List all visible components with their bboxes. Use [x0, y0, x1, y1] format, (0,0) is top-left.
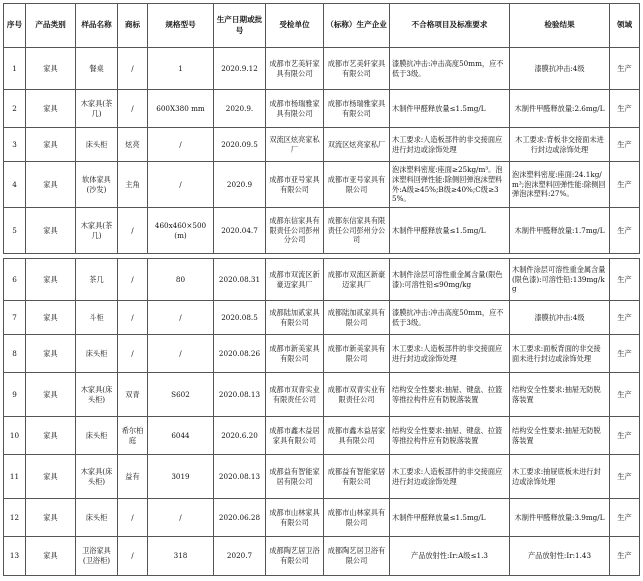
cell-no: 2	[4, 90, 26, 128]
cell-name: 卫浴家具(卫浴柜)	[76, 537, 118, 576]
cell-unit: 双流区炫亮家私厂	[266, 128, 324, 162]
cell-no: 8	[4, 335, 26, 373]
cell-model: /	[148, 301, 214, 335]
cell-model: 6044	[148, 417, 214, 455]
cell-date: 2020.9	[214, 162, 266, 208]
cell-unit: 成都市鑫木益居家具有限公司	[266, 417, 324, 455]
cell-model: /	[148, 128, 214, 162]
cell-unit: 成都市山林家具有限公司	[266, 499, 324, 537]
cell-no: 6	[4, 259, 26, 301]
cell-category: 家具	[26, 373, 76, 417]
cell-name: 茶几	[76, 259, 118, 301]
cell-requirement: 漆膜抗冲击:冲击高度50mm，应不低于3级。	[390, 301, 510, 335]
cell-unit: 成都市双青实业有限责任公司	[266, 373, 324, 417]
table-row	[4, 499, 640, 537]
cell-requirement: 漆膜抗冲击:冲击高度50mm，应不低于3级。	[390, 48, 510, 90]
cell-name: 木家具(茶几)	[76, 208, 118, 254]
cell-date: 2020.6.20	[214, 417, 266, 455]
table-row	[4, 335, 640, 373]
cell-field: 生产	[610, 301, 640, 335]
cell-name: 床头柜	[76, 128, 118, 162]
cell-field: 生产	[610, 48, 640, 90]
cell-maker: 成都市亚号家具有限公司	[324, 162, 390, 208]
cell-requirement: 结构安全性要求:抽屉、键盘、拉篮等推拉构件应有防脱落装置	[390, 417, 510, 455]
header-name: 样品名称	[76, 4, 118, 48]
cell-maker: 成都市鑫木益居家具有限公司	[324, 417, 390, 455]
cell-result: 结构安全性要求:抽屉无防脱落装置	[510, 373, 610, 417]
header-category: 产品类别	[26, 4, 76, 48]
cell-name: 斗柜	[76, 301, 118, 335]
cell-brand: 炫亮	[118, 128, 148, 162]
cell-date: 2020.08.13	[214, 373, 266, 417]
cell-brand: /	[118, 208, 148, 254]
cell-model: S602	[148, 373, 214, 417]
cell-no: 4	[4, 162, 26, 208]
cell-requirement: 木工要求:人造板部件的非交接面应进行封边或涂饰处理	[390, 128, 510, 162]
cell-date: 2020.09.5	[214, 128, 266, 162]
cell-date: 2020.06.28	[214, 499, 266, 537]
cell-name: 床头柜	[76, 499, 118, 537]
cell-unit: 成都市艺美轩家具有限公司	[266, 48, 324, 90]
inspection-table-part-2	[3, 258, 640, 576]
cell-category: 家具	[26, 128, 76, 162]
cell-unit: 成都市新美家具有限公司	[266, 335, 324, 373]
table-row	[4, 455, 640, 499]
table-row	[4, 417, 640, 455]
cell-result: 产品放射性:Ir:1.43	[510, 537, 610, 576]
cell-model: 3019	[148, 455, 214, 499]
cell-maker: 成都市新美家具有限公司	[324, 335, 390, 373]
cell-model: 460x460×500 (m)	[148, 208, 214, 254]
cell-name: 餐桌	[76, 48, 118, 90]
cell-maker: 成都市双青实业有限责任公司	[324, 373, 390, 417]
cell-no: 11	[4, 455, 26, 499]
cell-requirement: 产品放射性:Ir:A级≤1.3	[390, 537, 510, 576]
cell-brand: /	[118, 537, 148, 576]
cell-category: 家具	[26, 259, 76, 301]
header-unit: 受检单位	[266, 4, 324, 48]
cell-name: 木家具(床头柜)	[76, 455, 118, 499]
cell-brand: 希尔柏庭	[118, 417, 148, 455]
cell-category: 家具	[26, 537, 76, 576]
cell-result: 木制件甲醛释放量:2.6mg/L	[510, 90, 610, 128]
table-row	[4, 301, 640, 335]
cell-requirement: 木工要求:人造板部件的非交接面应进行封边或涂饰处理	[390, 335, 510, 373]
table-row	[4, 208, 640, 254]
cell-no: 1	[4, 48, 26, 90]
cell-date: 2020.04.7	[214, 208, 266, 254]
cell-name: 木家具(茶几)	[76, 90, 118, 128]
cell-unit: 成都市亚号家具有限公司	[266, 162, 324, 208]
cell-result: 木制件甲醛释放量:1.7mg/L	[510, 208, 610, 254]
cell-maker: 成都东信家具有限责任公司彭州分公司	[324, 208, 390, 254]
cell-field: 生产	[610, 417, 640, 455]
cell-field: 生产	[610, 208, 640, 254]
cell-brand: /	[118, 301, 148, 335]
cell-brand: /	[118, 259, 148, 301]
cell-model: /	[148, 162, 214, 208]
cell-date: 2020.7	[214, 537, 266, 576]
cell-brand: /	[118, 48, 148, 90]
cell-name: 床头柜	[76, 417, 118, 455]
header-maker: （标称）生产企业	[324, 4, 390, 48]
cell-requirement: 木制件甲醛释放量≤1.5mg/L	[390, 90, 510, 128]
cell-model: 1	[148, 48, 214, 90]
cell-date: 2020.9.	[214, 90, 266, 128]
cell-date: 2020.08.26	[214, 335, 266, 373]
cell-date: 2020.08.5	[214, 301, 266, 335]
cell-field: 生产	[610, 90, 640, 128]
cell-maker: 双流区炫亮家私厂	[324, 128, 390, 162]
cell-date: 2020.08.31	[214, 259, 266, 301]
cell-date: 2020.9.12	[214, 48, 266, 90]
cell-name: 软体家具(沙发)	[76, 162, 118, 208]
cell-model: 600X380 mm	[148, 90, 214, 128]
table-row	[4, 128, 640, 162]
cell-field: 生产	[610, 537, 640, 576]
cell-brand: 双青	[118, 373, 148, 417]
header-brand: 商标	[118, 4, 148, 48]
cell-model: /	[148, 499, 214, 537]
cell-maker: 成都益有智能家居有限公司	[324, 455, 390, 499]
cell-requirement: 结构安全性要求:抽屉、键盘、拉篮等推拉构件应有防脱落装置	[390, 373, 510, 417]
cell-unit: 成都陆加贰家具有限公司	[266, 301, 324, 335]
cell-field: 生产	[610, 259, 640, 301]
header-model: 规格型号	[148, 4, 214, 48]
cell-category: 家具	[26, 90, 76, 128]
cell-model: 80	[148, 259, 214, 301]
cell-result: 木工要求:背板非交接面未进行封边或涂饰处理	[510, 128, 610, 162]
cell-unit: 成都陶艺居卫浴有限公司	[266, 537, 324, 576]
cell-name: 床头柜	[76, 335, 118, 373]
cell-model: /	[148, 335, 214, 373]
inspection-table-part-1	[3, 3, 640, 254]
cell-category: 家具	[26, 48, 76, 90]
cell-requirement: 木工要求:人造板部件的非交接面应进行封边或涂饰处理	[390, 455, 510, 499]
cell-unit: 成都东信家具有限责任公司彭州分公司	[266, 208, 324, 254]
cell-no: 12	[4, 499, 26, 537]
cell-unit: 成都市双流区新豪迈家具厂	[266, 259, 324, 301]
cell-category: 家具	[26, 499, 76, 537]
cell-no: 13	[4, 537, 26, 576]
header-date: 生产日期或批号	[214, 4, 266, 48]
cell-requirement: 木制件甲醛释放量≤1.5mg/L	[390, 208, 510, 254]
cell-name: 木家具(床头柜)	[76, 373, 118, 417]
cell-requirement: 木制件涂层可溶性重金属含量(限色漆):可溶性铅≤90mg/kg	[390, 259, 510, 301]
cell-category: 家具	[26, 455, 76, 499]
header-result: 检验结果	[510, 4, 610, 48]
cell-field: 生产	[610, 128, 640, 162]
table-row	[4, 259, 640, 301]
cell-no: 5	[4, 208, 26, 254]
cell-category: 家具	[26, 335, 76, 373]
cell-no: 7	[4, 301, 26, 335]
cell-unit: 成都益有智能家居有限公司	[266, 455, 324, 499]
table-row	[4, 90, 640, 128]
cell-model: 318	[148, 537, 214, 576]
cell-field: 生产	[610, 162, 640, 208]
header-no: 序号	[4, 4, 26, 48]
cell-requirement: 木制件甲醛释放量≤1.5mg/L	[390, 499, 510, 537]
cell-requirement: 泡沫塑料密度:座面≥25kg/m³。泡沫塑料回弹性能:除侧回弹泡沫塑料外:A级≥45%;B级≥40%;C级≥35%。	[390, 162, 510, 208]
cell-brand: 主角	[118, 162, 148, 208]
cell-result: 木工要求:抽屉底板未进行封边或涂饰处理	[510, 455, 610, 499]
cell-maker: 成都市杨瑞雅家具有限公司	[324, 90, 390, 128]
cell-no: 9	[4, 373, 26, 417]
cell-brand: /	[118, 335, 148, 373]
cell-field: 生产	[610, 455, 640, 499]
table-row	[4, 373, 640, 417]
cell-maker: 成都陶艺居卫浴有限公司	[324, 537, 390, 576]
cell-result: 木制件甲醛释放量:3.9mg/L	[510, 499, 610, 537]
cell-category: 家具	[26, 208, 76, 254]
cell-brand: /	[118, 90, 148, 128]
header-row	[4, 4, 640, 48]
cell-maker: 成都市艺美轩家具有限公司	[324, 48, 390, 90]
table-row	[4, 537, 640, 576]
cell-maker: 成都市山林家具有限公司	[324, 499, 390, 537]
cell-result: 木制件涂层可溶性重金属含量(限色漆):可溶性铅:139mg/kg	[510, 259, 610, 301]
cell-result: 漆膜抗冲击:4级	[510, 48, 610, 90]
header-requirement: 不合格项目及标准要求	[390, 4, 510, 48]
cell-field: 生产	[610, 373, 640, 417]
cell-no: 10	[4, 417, 26, 455]
cell-brand: 益有	[118, 455, 148, 499]
cell-result: 结构安全性要求:抽屉无防脱落装置	[510, 417, 610, 455]
cell-unit: 成都市杨瑞雅家具有限公司	[266, 90, 324, 128]
cell-maker: 成都市双流区新豪迈家具厂	[324, 259, 390, 301]
cell-result: 木工要求:面板背面的非交接面未进行封边或涂饰处理	[510, 335, 610, 373]
cell-result: 漆膜抗冲击:4级	[510, 301, 610, 335]
header-field: 领域	[610, 4, 640, 48]
cell-field: 生产	[610, 335, 640, 373]
cell-date: 2020.08.13	[214, 455, 266, 499]
cell-category: 家具	[26, 417, 76, 455]
table-row	[4, 48, 640, 90]
cell-field: 生产	[610, 499, 640, 537]
cell-result: 泡沫塑料密度:座面:24.1kg/m³;泡沫塑料回弹性能:除侧回弹泡沫塑料:27%。	[510, 162, 610, 208]
table-row	[4, 162, 640, 208]
cell-no: 3	[4, 128, 26, 162]
cell-category: 家具	[26, 162, 76, 208]
cell-brand: /	[118, 499, 148, 537]
cell-category: 家具	[26, 301, 76, 335]
cell-maker: 成都陆加贰家具有限公司	[324, 301, 390, 335]
